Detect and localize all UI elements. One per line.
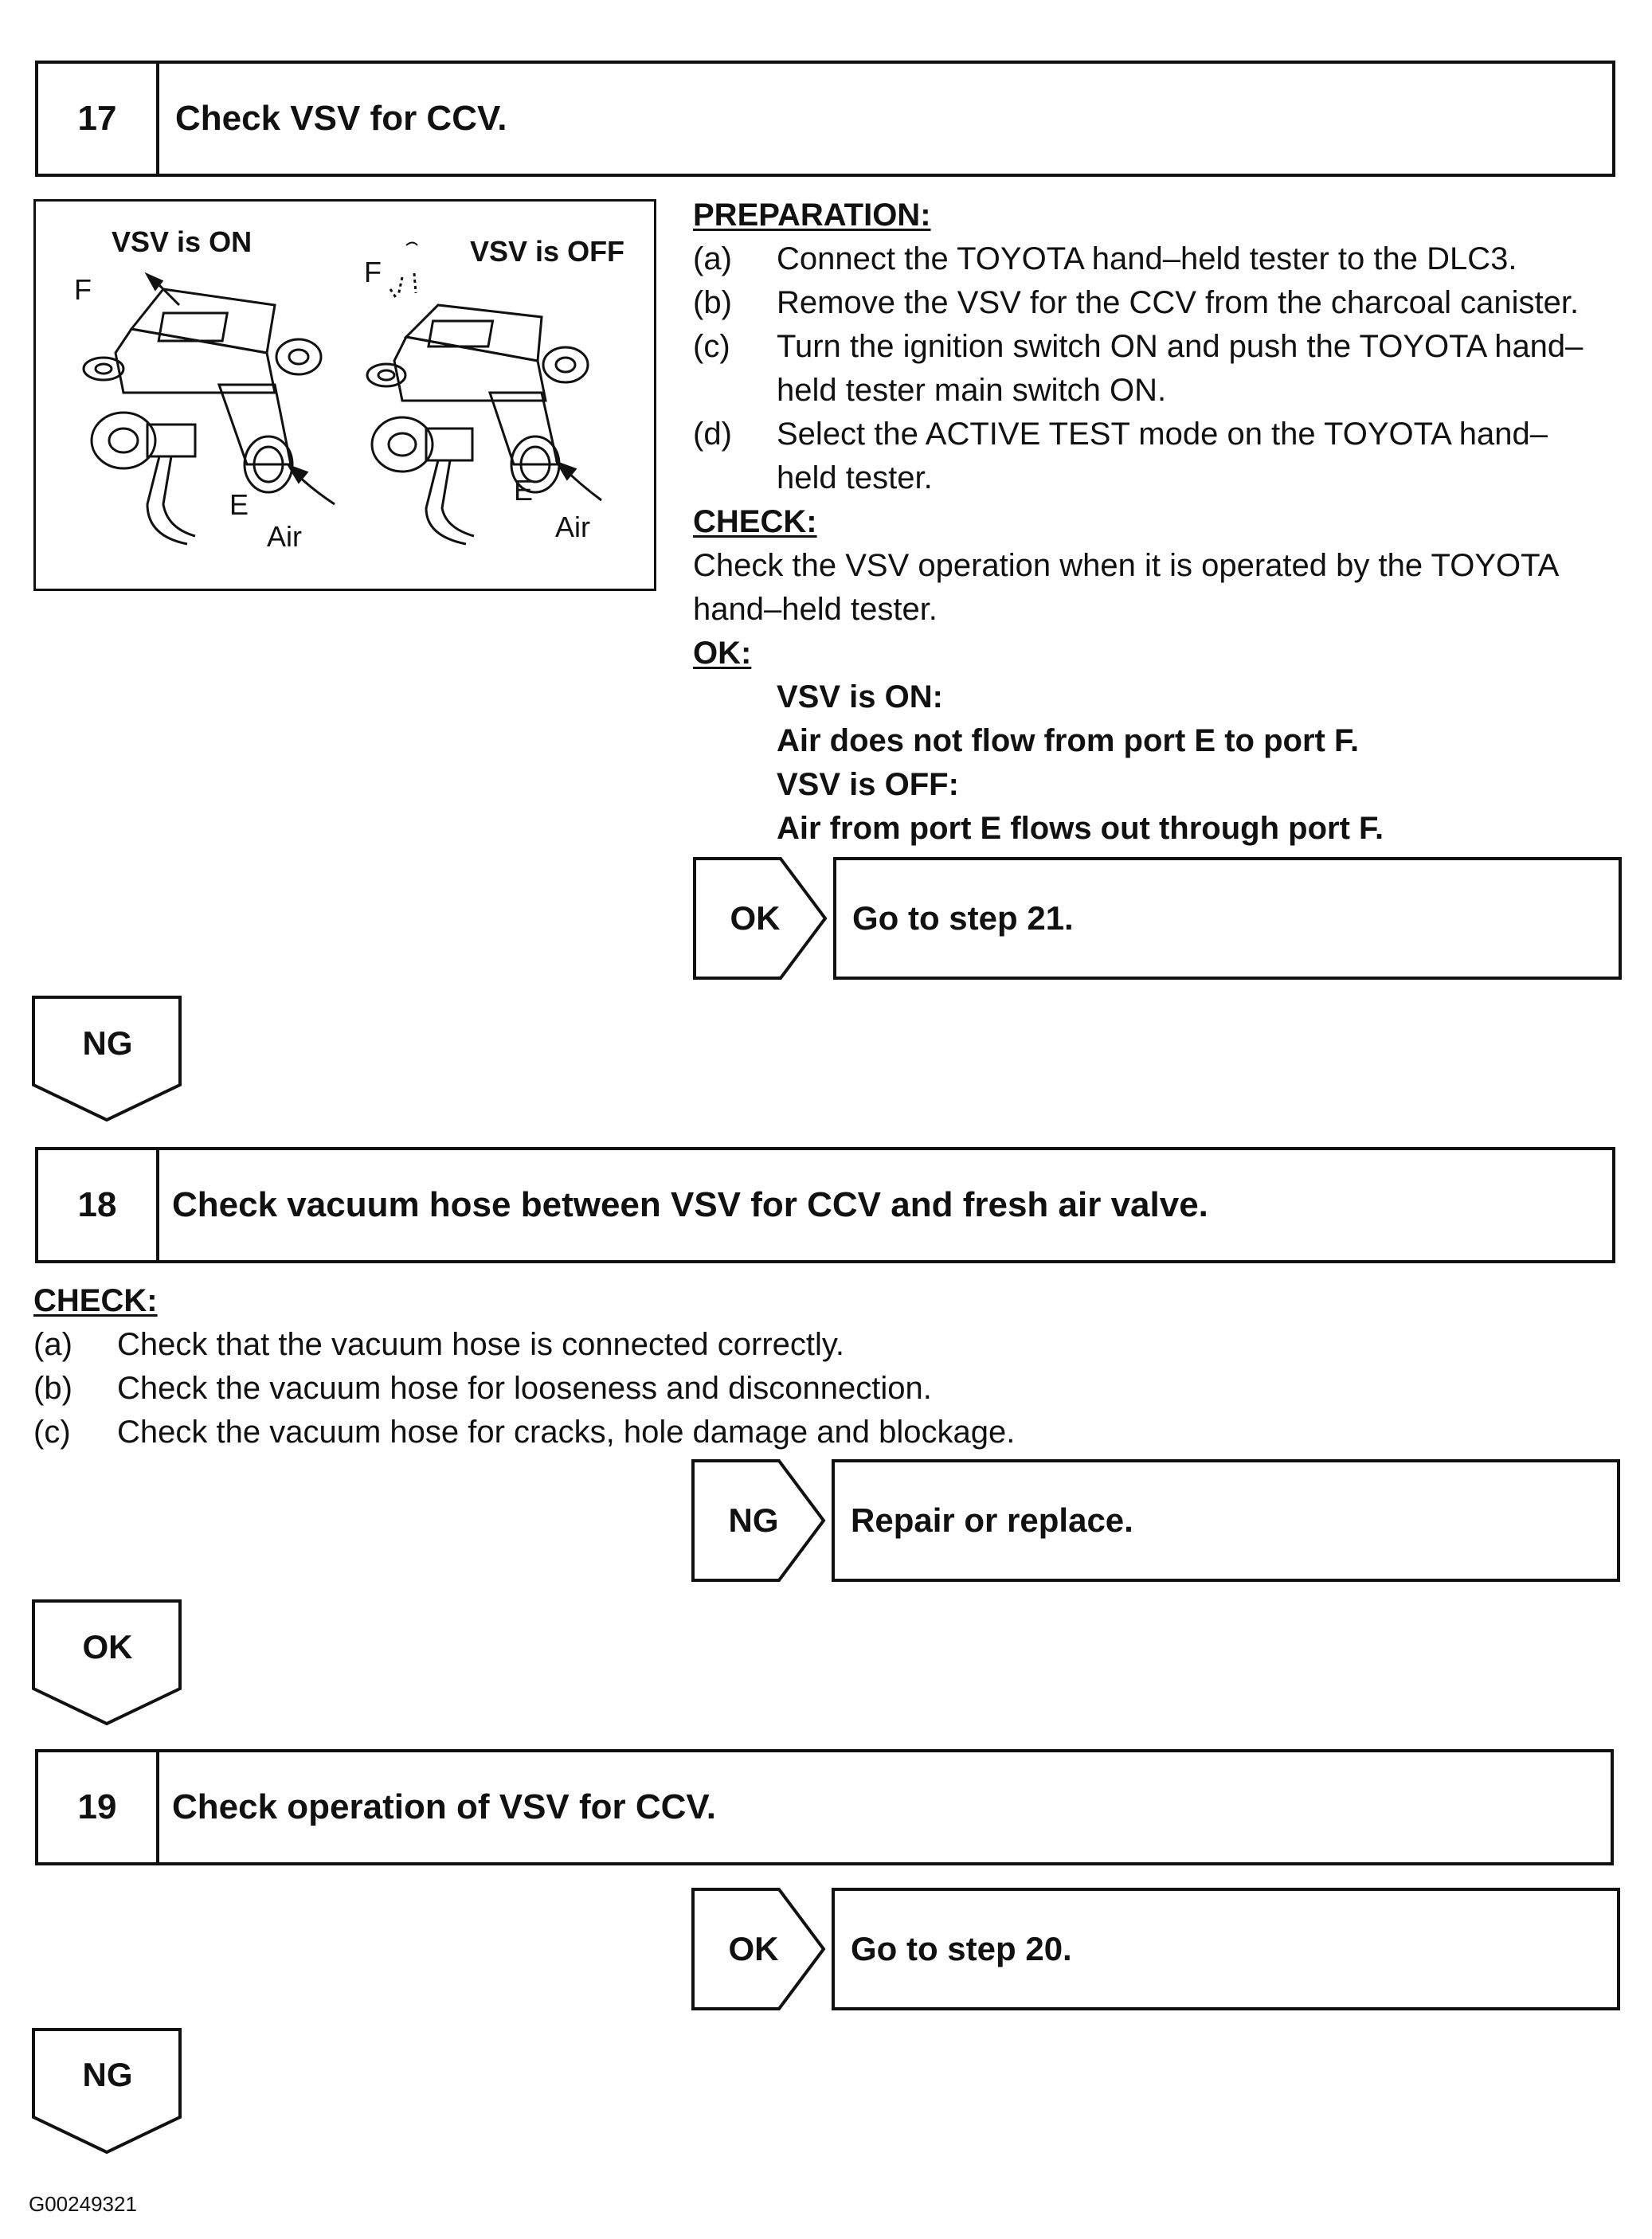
result-text-18: Repair or replace. bbox=[851, 1501, 1133, 1539]
step-18-header bbox=[35, 1147, 1615, 1263]
result-label-18: NG bbox=[728, 1501, 779, 1539]
prep-text-c-2: held tester main switch ON. bbox=[777, 373, 1167, 408]
step-19-header bbox=[35, 1749, 1614, 1865]
check-text-b: Check the vacuum hose for looseness and disconnection. bbox=[117, 1371, 932, 1406]
prep-text-a: Connect the TOYOTA hand–held tester to the DLC3. bbox=[777, 241, 1517, 276]
figure-code: G00249321 bbox=[29, 2192, 137, 2216]
ok-line-4: Air from port E flows out through port F. bbox=[777, 811, 1384, 846]
step-17-header bbox=[35, 61, 1615, 177]
figure-air-right: Air bbox=[555, 511, 590, 543]
result-box-17 bbox=[833, 857, 1622, 980]
check-marker-a: (a) bbox=[33, 1327, 72, 1362]
figure-port-e-right: E bbox=[514, 474, 534, 507]
result-box-18 bbox=[832, 1459, 1620, 1582]
prep-text-d: Select the ACTIVE TEST mode on the TOYOTA hand– bbox=[777, 417, 1548, 452]
prep-marker-d: (d) bbox=[693, 417, 732, 452]
prep-marker-c: (c) bbox=[693, 329, 730, 364]
step-title: Check operation of VSV for CCV. bbox=[172, 1787, 716, 1826]
step-number: 17 bbox=[38, 64, 159, 174]
ok-line-1: VSV is ON: bbox=[777, 679, 943, 714]
prep-text-b: Remove the VSV for the CCV from the charcoal canister. bbox=[777, 285, 1580, 320]
check-marker-b: (b) bbox=[33, 1371, 72, 1406]
preparation-heading: PREPARATION: bbox=[693, 198, 931, 233]
check-text-a: Check that the vacuum hose is connected correctly. bbox=[117, 1327, 845, 1362]
ok-line-3: VSV is OFF: bbox=[777, 767, 959, 802]
step-title: Check vacuum hose between VSV for CCV and fresh air valve. bbox=[172, 1185, 1208, 1224]
check-text-2: hand–held tester. bbox=[693, 592, 938, 627]
step-number: 18 bbox=[38, 1150, 159, 1260]
figure-label-off: VSV is OFF bbox=[470, 235, 625, 268]
figure-port-e-left: E bbox=[229, 488, 249, 521]
ok-heading: OK: bbox=[693, 636, 752, 671]
result-label-19: OK bbox=[728, 1930, 779, 1967]
prep-marker-a: (a) bbox=[693, 241, 732, 276]
result-label-17: OK bbox=[730, 899, 781, 937]
check-text-c: Check the vacuum hose for cracks, hole damage and blockage. bbox=[117, 1415, 1016, 1450]
check-heading-18: CHECK: bbox=[33, 1283, 158, 1318]
figure-port-f-left: F bbox=[74, 273, 92, 306]
result-box-19 bbox=[832, 1888, 1620, 2010]
prep-text-c: Turn the ignition switch ON and push the TOYOTA hand– bbox=[777, 329, 1583, 364]
check-heading: CHECK: bbox=[693, 504, 817, 539]
down-label-18: OK bbox=[82, 1628, 133, 1666]
down-label-17: NG bbox=[82, 1024, 133, 1062]
result-text-17: Go to step 21. bbox=[852, 899, 1074, 937]
ok-line-2: Air does not flow from port E to port F. bbox=[777, 723, 1360, 758]
figure-port-f-right: F bbox=[364, 256, 382, 288]
step-number: 19 bbox=[38, 1752, 159, 1862]
figure-label-on: VSV is ON bbox=[112, 225, 252, 258]
step-title: Check VSV for CCV. bbox=[175, 99, 507, 138]
check-text: Check the VSV operation when it is operated by the TOYOTA bbox=[693, 548, 1560, 583]
figure-air-left: Air bbox=[267, 520, 302, 553]
prep-marker-b: (b) bbox=[693, 285, 732, 320]
result-text-19: Go to step 20. bbox=[851, 1930, 1072, 1967]
down-label-19: NG bbox=[82, 2056, 133, 2093]
vsv-figure bbox=[33, 199, 656, 591]
check-marker-c: (c) bbox=[33, 1415, 71, 1450]
vsv-off-drawing bbox=[327, 202, 659, 593]
prep-text-d-2: held tester. bbox=[777, 460, 933, 495]
